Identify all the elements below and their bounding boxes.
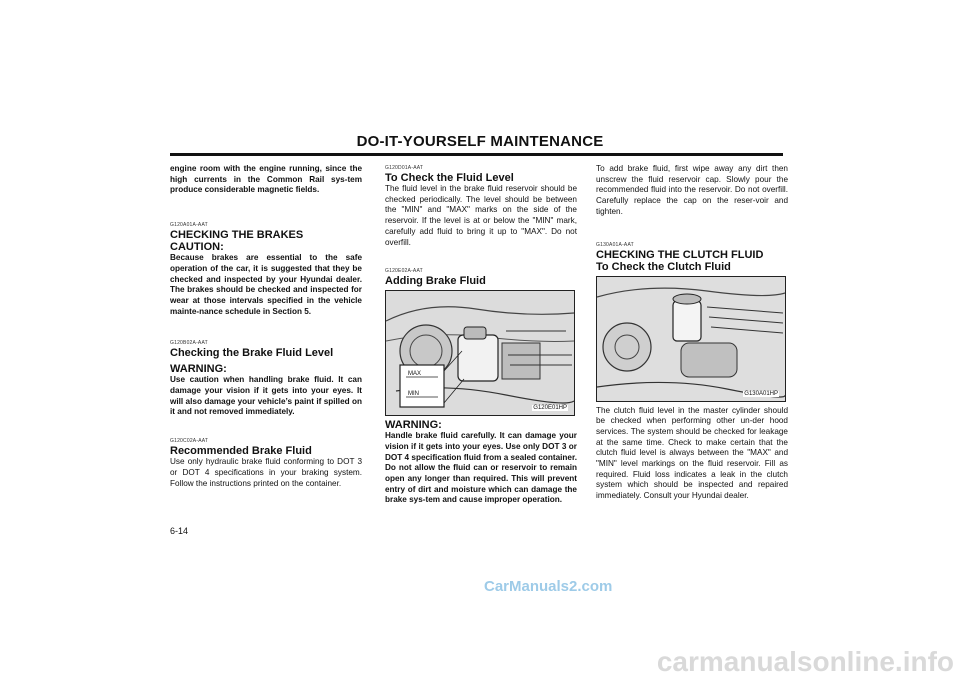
section-code: G130A01A-AAT bbox=[596, 241, 634, 248]
section-code: G120C02A-AAT bbox=[170, 438, 209, 445]
footer-watermark: carmanualsonline.info bbox=[656, 646, 954, 677]
page-number: 6-14 bbox=[170, 526, 189, 536]
brake-reservoir-figure bbox=[385, 290, 575, 416]
section-code: G120E02A-AAT bbox=[385, 268, 423, 275]
warning-text: Use caution when handling brake fluid. It can damage your vision if it gets into your eyes. It will also damage your vehicle’s paint if spilled on it and not removed immediately. bbox=[170, 375, 362, 417]
check-fluid-level-text: The fluid level in the brake fluid reservoir should be checked periodically. The level should be between the "MIN" and "MAX" marks on the side of the reservoir. If the level is at or below the "MIN" mark, carefully add fluid to bring it up to "MAX". Do not overfill. bbox=[385, 184, 577, 247]
add-brake-fluid-text: To add brake fluid, first wipe away any dirt then unscrew the fluid reservoir cap. Slowly pour the recommended fluid into the reservoir. Do not overfill. Carefully replace the cap on the reser-voir and tighten. bbox=[596, 164, 788, 216]
section-title-brake-fluid-level: Checking the Brake Fluid Level bbox=[170, 347, 334, 360]
section-title-checking-brakes: CHECKING THE BRAKES bbox=[170, 229, 304, 242]
column-3 bbox=[596, 160, 788, 502]
min-mark-label: MIN bbox=[408, 391, 419, 398]
section-code: G120B02A-AAT bbox=[170, 340, 208, 347]
clutch-illustration bbox=[597, 277, 785, 401]
warning-text: Handle brake fluid carefully. It can damage your vision if it gets into your eyes. Use only DOT 3 or DOT 4 specification fluid from a sealed container. Do not allow the fluid can or reservoir to remain open any longer than required. This will prevent entry of dirt and moisture which can damage the brake sys-tem and cause improper operation. bbox=[385, 431, 577, 505]
max-mark-label: MAX bbox=[408, 371, 422, 378]
section-title-clutch-fluid: CHECKING THE CLUTCH FLUID bbox=[596, 248, 764, 261]
section-subtitle-check-clutch-fluid: To Check the Clutch Fluid bbox=[596, 260, 731, 273]
section-title-check-fluid-level: To Check the Fluid Level bbox=[385, 172, 514, 184]
column-2 bbox=[385, 160, 577, 506]
page-header-title: DO-IT-YOURSELF MAINTENANCE bbox=[356, 133, 604, 150]
recommended-fluid-text: Use only hydraulic brake fluid conforming to DOT 3 or DOT 4 specifications in your braking system. Follow the instructions printed on the container. bbox=[170, 457, 362, 488]
clutch-reservoir-figure bbox=[596, 276, 786, 402]
carmanuals-watermark[interactable]: CarManuals2.com bbox=[484, 578, 613, 595]
caution-label: CAUTION: bbox=[170, 241, 224, 254]
caution-text: Because brakes are essential to the safe operation of the car, it is suggested that they be checked and inspected by your Hyundai dealer. The brakes should be checked and inspected for wear at those intervals specified in the vehicle mainte-nance schedule in Section 5. bbox=[170, 253, 362, 316]
section-code: G120A01A-AAT bbox=[170, 222, 208, 229]
section-title-recommended-fluid: Recommended Brake Fluid bbox=[170, 445, 312, 458]
header-rule bbox=[170, 153, 783, 156]
warning-label: WARNING: bbox=[170, 363, 227, 376]
intro-text: engine room with the engine running, since the high currents in the Common Rail sys-tem produce considerable magnetic fields. bbox=[170, 164, 362, 195]
section-code: G120D01A-AAT bbox=[385, 165, 424, 171]
column-1 bbox=[170, 160, 362, 489]
figure-code-label: G120E01HP bbox=[533, 405, 567, 412]
section-title-adding-brake-fluid: Adding Brake Fluid bbox=[385, 275, 486, 288]
warning-label: WARNING: bbox=[385, 419, 442, 432]
engine-bay-illustration bbox=[386, 291, 574, 415]
figure-code-label: G130A01HP bbox=[744, 390, 778, 397]
clutch-fluid-text: The clutch fluid level in the master cylinder should be checked when performing other un-der hood services. The system should be checked for leakage at the same time. Check to make certain that the clutch fluid level is always between the "MAX" and "MIN" level markings on the fluid reservoir. Fill as required. Fluid loss indicates a leak in the clutch system which should be inspected and repaired immediately. Consult your Hyundai dealer. bbox=[596, 405, 788, 501]
